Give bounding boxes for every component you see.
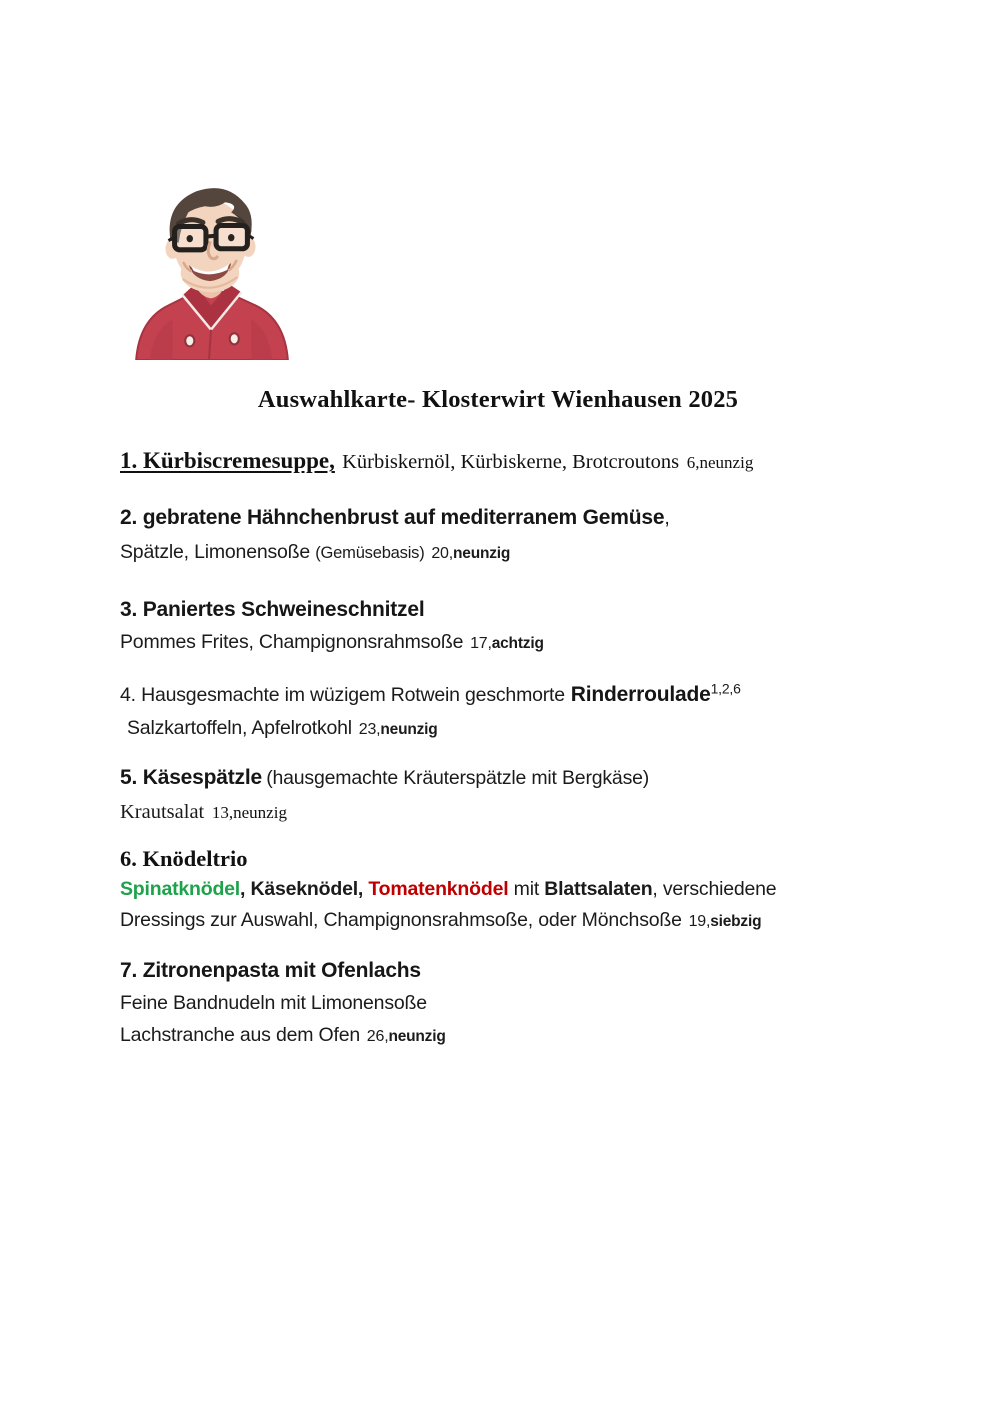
page-title: Auswahlkarte- Klosterwirt Wienhausen 2025 (257, 386, 739, 413)
menu-item-2 (120, 501, 910, 570)
item-5-description: Krautsalat (120, 801, 205, 823)
item-5-price: 13,neunzig (211, 803, 287, 822)
item-2-description: Spätzle, Limonensoße (120, 541, 311, 563)
item-4-price: 23,neunzig (358, 721, 438, 738)
item-3-price: 17,achtzig (470, 635, 544, 652)
item-2-name-comma: , (664, 507, 670, 529)
item-7-description-2: Lachstranche aus dem Ofen (120, 1024, 360, 1046)
menu-item-6 (120, 843, 910, 937)
item-6-price: 19,siebzig (688, 913, 762, 930)
item-6-name: 6. Knödeltrio (120, 846, 248, 871)
item-7-name: 7. Zitronenpasta mit Ofenlachs (120, 959, 421, 982)
item-7-description-1: Feine Bandnudeln mit Limonensoße (120, 992, 427, 1014)
item-6-tomato-dumpling: Tomatenknödel (368, 878, 509, 900)
chef-illustration-icon (120, 178, 302, 360)
menu-item-1 (120, 448, 910, 474)
item-2-price: 20,neunzig (431, 545, 511, 562)
item-6-description: Dressings zur Auswahl, Champignonsrahmsoße, oder Mönchsoße (120, 909, 682, 931)
item-4-description: Salzkartoffeln, Apfelrotkohl (127, 717, 352, 739)
item-2-note: (Gemüsebasis) (315, 544, 425, 562)
item-6-cheese-dumpling: , Käseknödel, (240, 878, 364, 900)
item-3-description: Pommes Frites, Champignonsrahmsoße (120, 631, 464, 653)
menu-item-4 (120, 678, 910, 746)
item-6-mit: mit (513, 878, 540, 900)
item-1-name: 1. Kürbiscremesuppe, (120, 448, 335, 473)
item-3-name: 3. Paniertes Schweineschnitzel (120, 598, 425, 621)
item-4-name: Rinderroulade (570, 683, 711, 706)
item-6-tail: , verschiedene (652, 878, 777, 900)
item-4-intro: 4. Hausgesmachte im wüzigem Rotwein geschmorte (120, 684, 565, 706)
item-5-note: (hausgemachte Kräuterspätzle mit Bergkäse) (266, 767, 650, 789)
item-7-price: 26,neunzig (366, 1028, 446, 1045)
item-6-spinach-dumpling: Spinatknödel (120, 878, 241, 900)
item-1-description: Kürbiskernöl, Kürbiskerne, Brotcroutons (342, 451, 680, 473)
menu-item-7 (120, 955, 910, 1053)
item-2-name: 2. gebratene Hähnchenbrust auf mediterranem Gemüse (120, 506, 665, 529)
chef-portrait-image (120, 178, 302, 360)
item-4-allergen-superscript: 1,2,6 (710, 680, 741, 697)
menu-item-3 (120, 593, 910, 660)
item-1-price: 6,neunzig (686, 453, 754, 472)
menu-item-5 (120, 762, 910, 829)
item-6-salads: Blattsalaten (544, 878, 653, 900)
item-5-name: 5. Käsespätzle (120, 766, 262, 789)
